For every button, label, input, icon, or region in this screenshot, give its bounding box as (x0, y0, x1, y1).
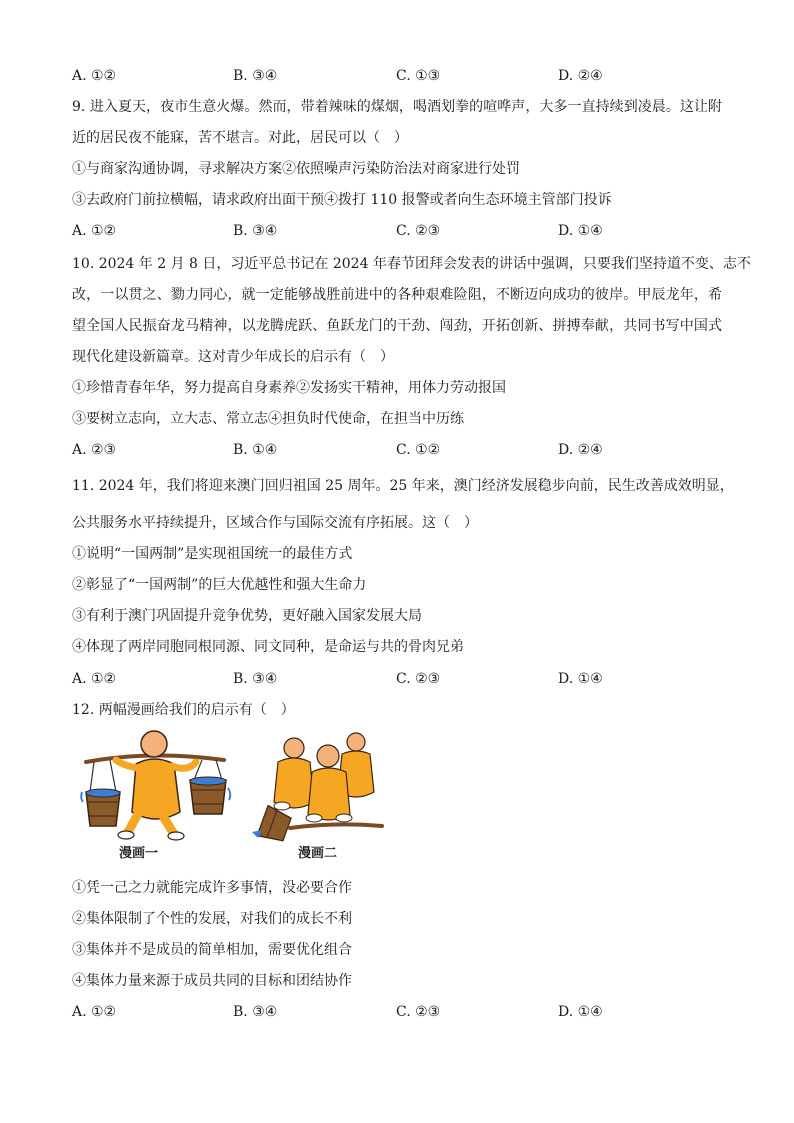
option-c[interactable]: C. ①② (396, 442, 441, 458)
q11-stem-line1: 11. 2024 年，我们将迎来澳门回归祖国 25 周年。25 年来，澳门经济发展稳步向前，民生改善成效明显， (72, 478, 734, 494)
q10-statements-line1: ①珍惜青春年华，努力提高自身素养②发扬实干精神，用体力劳动报国 (72, 380, 506, 396)
option-a[interactable]: A. ①② (72, 1004, 117, 1020)
q11-statement-2: ②彰显了“一国两制”的巨大优越性和强大生命力 (72, 577, 367, 593)
q11-statement-3: ③有利于澳门巩固提升竞争优势，更好融入国家发展大局 (72, 608, 422, 624)
q9-options (72, 221, 722, 241)
q12-statement-1: ①凭一己之力就能完成许多事情，没必要合作 (72, 880, 352, 896)
option-b[interactable]: B. ③④ (233, 223, 278, 239)
q9-stem-line2: 近的居民夜不能寐，苦不堪言。对此，居民可以（ ） (72, 130, 408, 146)
option-b[interactable]: B. ③④ (233, 68, 278, 84)
q10-stem-line3: 望全国人民振奋龙马精神，以龙腾虎跃、鱼跃龙门的干劲、闯劲，开拓创新、拼搏奉献，共同书写中国式 (72, 318, 722, 334)
cartoon-two-caption: 漫画二 (298, 846, 338, 861)
option-d[interactable]: D. ①④ (558, 671, 603, 687)
q10-stem-line4: 现代化建设新篇章。这对青少年成长的启示有（ ） (72, 349, 394, 365)
option-c[interactable]: C. ①③ (396, 68, 441, 84)
cartoon-one-image (81, 731, 230, 840)
option-c[interactable]: C. ②③ (396, 223, 441, 239)
option-b[interactable]: B. ③④ (233, 671, 278, 687)
q10-stem-line1: 10. 2024 年 2 月 8 日，习近平总书记在 2024 年春节团拜会发表的讲话中强调，只要我们坚持道不变、志不 (72, 256, 751, 272)
cartoon-two-image (252, 733, 382, 845)
option-c[interactable]: C. ②③ (396, 1004, 441, 1020)
q12-statement-2: ②集体限制了个性的发展，对我们的成长不利 (72, 911, 352, 927)
option-b[interactable]: B. ③④ (233, 1004, 278, 1020)
q11-stem-line2: 公共服务水平持续提升，区域合作与国际交流有序拓展。这（ ） (72, 515, 478, 531)
q11-statement-4: ④体现了两岸同胞同根同源、同文同种，是命运与共的骨肉兄弟 (72, 639, 464, 655)
option-b[interactable]: B. ①④ (233, 442, 278, 458)
q12-stem: 12. 两幅漫画给我们的启示有（ ） (72, 702, 295, 718)
q10-options (72, 440, 722, 460)
q9-statements-line1: ①与商家沟通协调，寻求解决方案②依照噪声污染防治法对商家进行处罚 (72, 161, 520, 177)
option-c[interactable]: C. ②③ (396, 671, 441, 687)
q9-statements-line2: ③去政府门前拉横幅，请求政府出面干预④拨打 110 报警或者向生态环境主管部门投诉 (72, 192, 612, 208)
q12-statement-4: ④集体力量来源于成员共同的目标和团结协作 (72, 973, 352, 989)
option-a[interactable]: A. ①② (72, 671, 117, 687)
option-a[interactable]: A. ①② (72, 223, 117, 239)
q12-options (72, 1002, 722, 1022)
q10-stem-line2: 改，一以贯之、勠力同心，就一定能够战胜前进中的各种艰难险阻，不断迈向成功的彼岸。甲辰龙年，希 (72, 287, 722, 303)
option-a[interactable]: A. ①② (72, 68, 117, 84)
option-d[interactable]: D. ②④ (558, 68, 603, 84)
q11-statement-1: ①说明“一国两制”是实现祖国统一的最佳方式 (72, 546, 353, 562)
option-d[interactable]: D. ②④ (558, 442, 603, 458)
option-a[interactable]: A. ②③ (72, 442, 117, 458)
q10-statements-line2: ③要树立志向，立大志、常立志④担负时代使命，在担当中历练 (72, 411, 464, 427)
q9-stem-line1: 9. 进入夏天，夜市生意火爆。然而，带着辣味的煤烟，喝酒划拳的喧哗声，大多一直持续到凌晨。这让附 (72, 99, 722, 115)
q8-options (72, 66, 722, 86)
q11-options (72, 669, 722, 689)
cartoon-one-caption: 漫画一 (119, 846, 159, 861)
q12-statement-3: ③集体并不是成员的简单相加，需要优化组合 (72, 942, 352, 958)
option-d[interactable]: D. ①④ (558, 223, 603, 239)
option-d[interactable]: D. ①④ (558, 1004, 603, 1020)
